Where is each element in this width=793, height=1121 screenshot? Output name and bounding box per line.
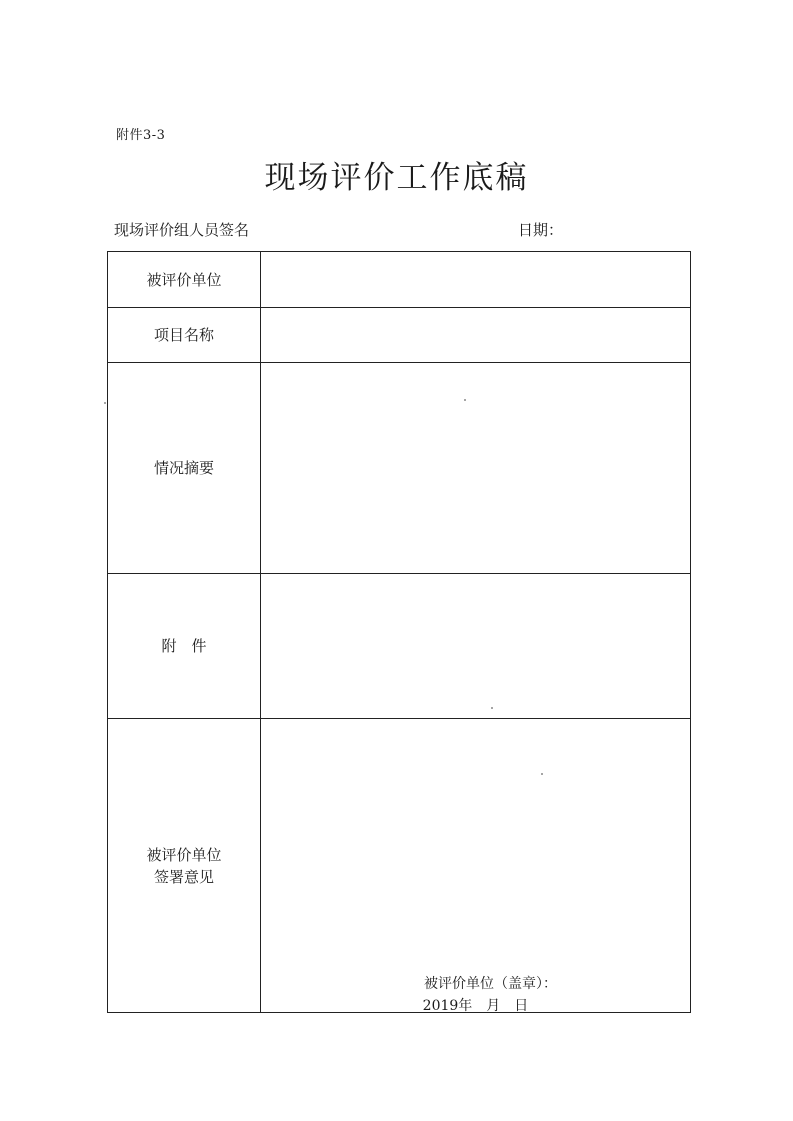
attachments-label: 附 件	[108, 574, 261, 719]
attachment-number: 附件3-3	[116, 128, 166, 143]
attachments-field[interactable]	[261, 574, 691, 719]
project-name-label: 项目名称	[108, 308, 261, 363]
scan-speck	[491, 707, 493, 709]
signature-label-line1: 被评价单位	[146, 845, 222, 864]
project-name-field[interactable]	[261, 308, 691, 363]
evaluated-unit-label: 被评价单位	[108, 252, 261, 308]
table-row-summary	[108, 363, 691, 574]
evaluation-form-table	[107, 251, 691, 1013]
table-row-signature	[108, 719, 691, 1013]
scan-speck	[541, 773, 543, 775]
table-row-project-name	[108, 308, 691, 363]
signature-date: 2019年 月 日	[422, 998, 529, 1014]
signers-label: 现场评价组人员签名	[114, 221, 250, 239]
summary-label: 情况摘要	[108, 363, 261, 574]
table-row-attachments	[108, 574, 691, 719]
signature-label	[108, 719, 261, 1013]
signature-label-line2: 签署意见	[153, 867, 214, 886]
scan-speck	[104, 402, 106, 404]
table-row-evaluated-unit	[108, 252, 691, 308]
stamp-label: 被评价单位（盖章）：	[424, 976, 557, 992]
date-label: 日期：	[518, 221, 564, 239]
signature-field[interactable]	[261, 719, 691, 1013]
evaluated-unit-field[interactable]	[261, 252, 691, 308]
scan-speck	[464, 399, 466, 401]
summary-field[interactable]	[261, 363, 691, 574]
document-title: 现场评价工作底稿	[264, 160, 529, 196]
